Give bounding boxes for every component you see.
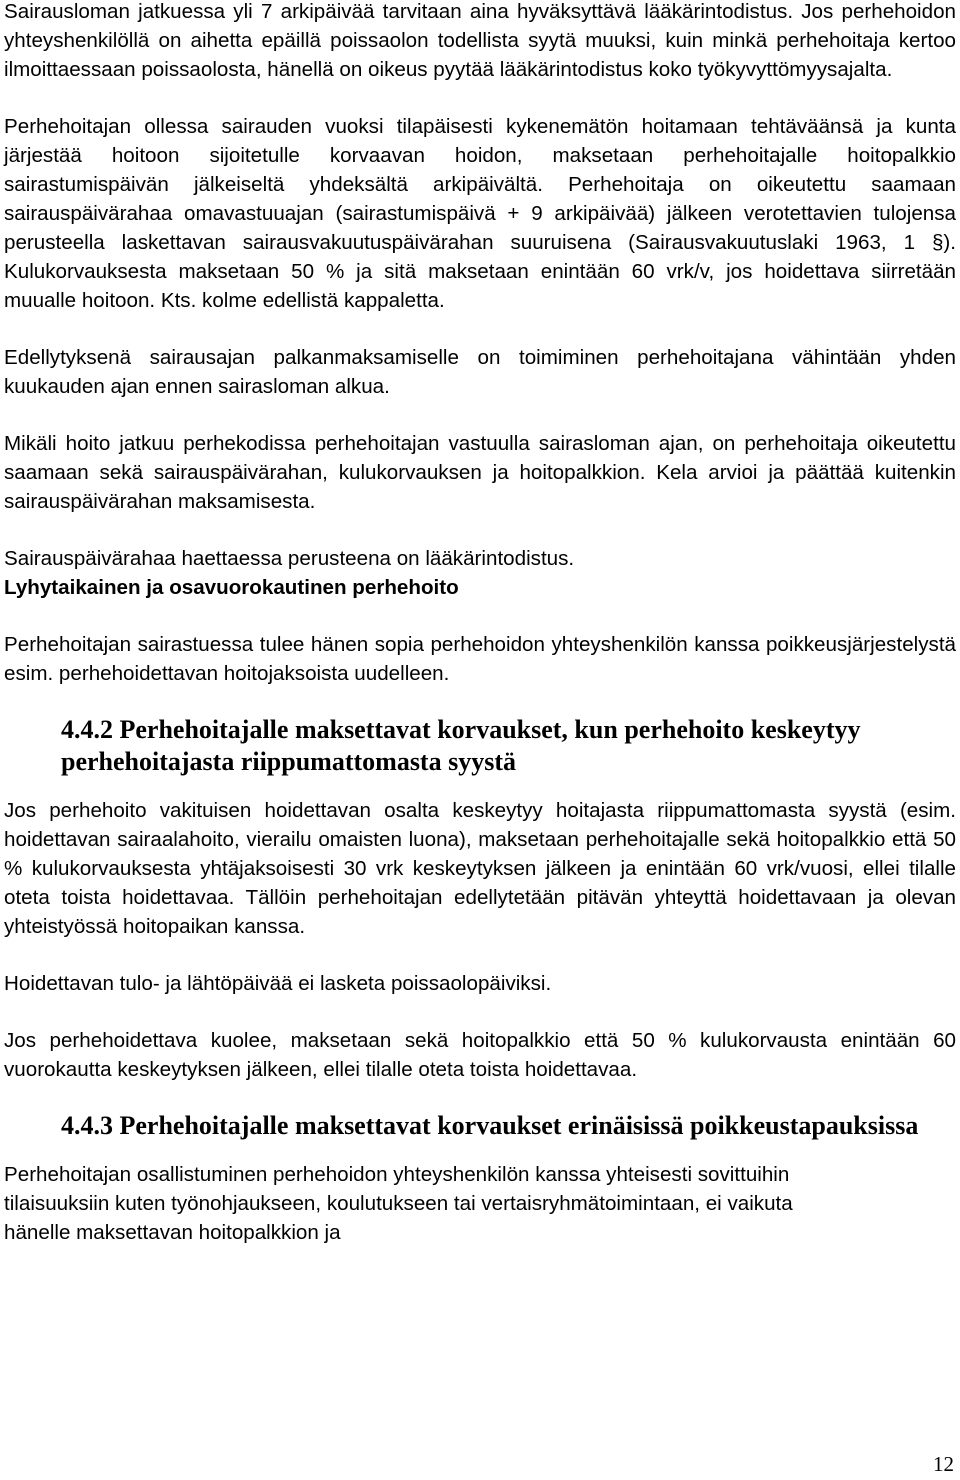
- paragraph-death-of-ward: Jos perhehoidettava kuolee, maksetaan sekä hoitopalkkio että 50 % kulukorvausta enintään 60 vuorokautta keskeytyksen jälkeen, ellei tilalle oteta toista hoidettavaa.: [4, 1029, 956, 1081]
- paragraph-daily-allowance-basis: Sairauspäivärahaa haettaessa perusteena on lääkärintodistus.: [4, 547, 575, 570]
- paragraph-temporary-incapacity: Perhehoitajan ollessa sairauden vuoksi tilapäisesti kykenemätön hoitamaan tehtäväänsä ja kunta järjestää hoitoon sijoitetulle korvaavan hoidon, maksetaan perhehoitajalle hoitopalkkio sairastumispäivän jälkeiseltä yhdeksältä arkipäivältä. Perhehoitaja on oikeutettu saamaan sairauspäivärahaa omavastuuajan (sairastumispäivä + 9 arkipäivää) jälkeen verotettavien tulojensa perusteella laskettavan sairausvakuutuspäivärahan suuruisena (Sairausvakuutuslaki 1963, 1 §). Kulukorvauksesta maksetaan 50 % ja sitä maksetaan enintään 60 vrk/v, jos hoidettava siirretään muualle hoitoon. Kts. kolme edellistä kappaletta.: [4, 115, 956, 312]
- paragraph-interruption-compensation: Jos perhehoito vakituisen hoidettavan osalta keskeytyy hoitajasta riippumattomasta syystä (esim. hoidettavan sairaalahoito, vierailu omaisten luona), maksetaan perhehoitajalle sekä hoitopalkkio että 50 % kulukorvauksesta yhtäjaksoisesti 30 vrk keskeytyksen jälkeen ja enintään 60 vrk/vuosi, ellei tilalle oteta toista hoidettavaa. Tällöin perhehoitajan edellytetään pitävän yhteyttä hoidettavaan ja olevan yhteistyössä hoitopaikan kanssa.: [4, 799, 956, 938]
- paragraph-training-participation: Perhehoitajan osallistuminen perhehoidon yhteyshenkilön kanssa yhteisesti sovittuihin tilaisuuksiin kuten työnohjaukseen, koulutukseen tai vertaisryhmätoimintaan, ei vaikuta hänelle maksettavan hoitopalkkion ja: [4, 1163, 793, 1244]
- paragraph-arrival-departure-days: Hoidettavan tulo- ja lähtöpäivää ei lasketa poissaolopäiviksi.: [4, 972, 552, 995]
- paragraph-sick-leave-certificate: Sairausloman jatkuessa yli 7 arkipäivää tarvitaan aina hyväksyttävä lääkärintodistus. Jos perhehoidon yhteyshenkilöllä on aihetta epäillä poissaolon todellista syytä muuksi, kuin minkä perhehoitaja kertoo ilmoittaessaan poissaolosta, hänellä on oikeus pyytää lääkärintodistus koko työkyvyttömyysajalta.: [4, 0, 956, 81]
- section-heading-4-4-3: 4.4.3 Perhehoitajalle maksettavat korvaukset erinäisissä poikkeustapauksissa: [61, 1111, 919, 1140]
- subheading-short-term-care: Lyhytaikainen ja osavuorokautinen perhehoito: [4, 576, 459, 599]
- paragraph-care-continues: Mikäli hoito jatkuu perhekodissa perhehoitajan vastuulla sairasloman ajan, on perhehoitaja oikeutettu saamaan sekä sairauspäivärahan, kulukorvauksen ja hoitopalkkion. Kela arvioi ja päättää kuitenkin sairauspäivärahan maksamisesta.: [4, 432, 956, 513]
- paragraph-short-term-arrangements: Perhehoitajan sairastuessa tulee hänen sopia perhehoidon yhteyshenkilön kanssa poikkeusjärjestelystä esim. perhehoidettavan hoitojaksoista uudelleen.: [4, 633, 956, 685]
- section-heading-4-4-2: 4.4.2 Perhehoitajalle maksettavat korvaukset, kun perhehoito keskeytyy perhehoitajasta riippumattomasta syystä: [61, 715, 861, 776]
- page-number: 12: [933, 1452, 954, 1476]
- document-page: [4, 0, 956, 1247]
- paragraph-salary-condition: Edellytyksenä sairausajan palkanmaksamiselle on toimiminen perhehoitajana vähintään yhden kuukauden ajan ennen sairasloman alkua.: [4, 346, 956, 398]
